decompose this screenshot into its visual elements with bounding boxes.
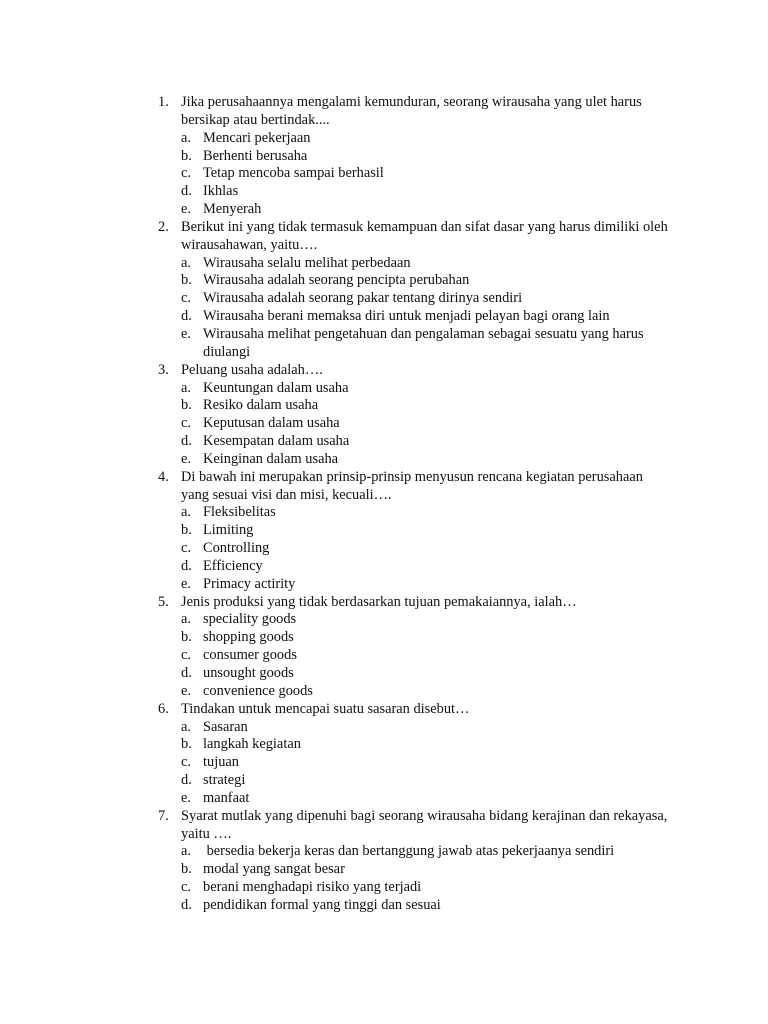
option-6c	[0, 754, 673, 772]
option-text: pendidikan formal yang tinggi dan sesuai	[203, 896, 441, 913]
option-letter: b.	[181, 736, 192, 753]
option-text: Menyerah	[203, 201, 262, 218]
option-3d	[0, 433, 673, 451]
option-text: Resiko dalam usaha	[203, 397, 319, 414]
option-text: Wirausaha berani memaksa diri untuk menjadi pelayan bagi orang lain	[203, 308, 610, 325]
option-6a	[0, 719, 673, 737]
option-text: Wirausaha melihat pengetahuan dan pengalaman sebagai sesuatu yang harus diulangi	[203, 325, 644, 360]
option-2a	[0, 255, 673, 273]
option-text: convenience goods	[203, 682, 313, 699]
option-letter: b.	[181, 629, 192, 646]
option-text: strategi	[203, 772, 246, 789]
option-1a	[0, 130, 673, 148]
option-letter: d.	[181, 433, 192, 450]
option-1e	[0, 201, 673, 219]
option-text: Sasaran	[203, 718, 248, 735]
option-6d	[0, 772, 673, 790]
option-letter: c.	[181, 754, 191, 771]
option-4e	[0, 576, 673, 594]
option-text: Wirausaha adalah seorang pencipta perubahan	[203, 272, 470, 289]
option-4b	[0, 522, 673, 540]
option-text: Controlling	[203, 540, 270, 557]
question-6	[0, 701, 671, 719]
option-4d	[0, 558, 673, 576]
option-6b	[0, 736, 673, 754]
option-letter: d.	[181, 183, 192, 200]
question-list	[0, 94, 768, 915]
question-number: 5.	[158, 593, 169, 610]
option-letter: d.	[181, 308, 192, 325]
question-3	[0, 362, 671, 380]
option-5c	[0, 647, 673, 665]
option-letter: a.	[181, 611, 191, 628]
question-text: Berikut ini yang tidak termasuk kemampuan dan sifat dasar yang harus dimiliki oleh wirausahawan, yaitu….	[181, 218, 668, 253]
option-text: shopping goods	[203, 629, 294, 646]
option-letter: e.	[181, 789, 191, 806]
option-letter: e.	[181, 201, 191, 218]
option-1d	[0, 183, 673, 201]
option-letter: e.	[181, 682, 191, 699]
option-letter: c.	[181, 290, 191, 307]
option-text: modal yang sangat besar	[203, 861, 345, 878]
option-text: Primacy actirity	[203, 575, 296, 592]
option-letter: d.	[181, 896, 192, 913]
question-text: Tindakan untuk mencapai suatu sasaran disebut…	[181, 700, 470, 717]
option-letter: a.	[181, 254, 191, 271]
question-1	[0, 94, 671, 130]
question-number: 4.	[158, 468, 169, 485]
question-number: 7.	[158, 807, 169, 824]
option-5d	[0, 665, 673, 683]
option-5b	[0, 629, 673, 647]
option-letter: c.	[181, 165, 191, 182]
option-3e	[0, 451, 673, 469]
option-text: Ikhlas	[203, 183, 239, 200]
option-letter: b.	[181, 272, 192, 289]
option-letter: d.	[181, 665, 192, 681]
option-letter: b.	[181, 397, 192, 414]
option-text: bersedia bekerja keras dan bertanggung jawab atas pekerjaanya sendiri	[203, 843, 615, 860]
option-5e	[0, 683, 673, 701]
option-text: Berhenti berusaha	[203, 147, 308, 164]
option-3b	[0, 397, 673, 415]
option-text: Wirausaha selalu melihat perbedaan	[203, 254, 411, 271]
option-letter: a.	[181, 129, 191, 146]
option-7b	[0, 861, 673, 879]
option-text: langkah kegiatan	[203, 736, 301, 753]
question-4	[0, 469, 671, 505]
option-7c	[0, 879, 673, 897]
option-text: berani menghadapi risiko yang terjadi	[203, 879, 422, 896]
option-text: Keinginan dalam usaha	[203, 450, 339, 467]
option-text: Efficiency	[203, 557, 263, 574]
option-text: Mencari pekerjaan	[203, 129, 311, 146]
option-letter: e.	[181, 450, 191, 467]
option-4c	[0, 540, 673, 558]
question-number: 6.	[158, 700, 169, 717]
option-4a	[0, 504, 673, 522]
option-letter: b.	[181, 861, 192, 878]
option-3a	[0, 380, 673, 398]
option-letter: b.	[181, 147, 192, 164]
option-letter: e.	[181, 575, 191, 592]
option-letter: d.	[181, 557, 192, 574]
option-letter: c.	[181, 415, 191, 432]
option-letter: a.	[181, 379, 191, 396]
option-7a	[0, 843, 673, 861]
question-2	[0, 219, 671, 255]
question-number: 3.	[158, 361, 169, 378]
option-text: Kesempatan dalam usaha	[203, 433, 350, 450]
option-6e	[0, 790, 673, 808]
option-3c	[0, 415, 673, 433]
option-letter: a.	[181, 843, 191, 860]
question-number: 1.	[158, 94, 169, 110]
option-text: Wirausaha adalah seorang pakar tentang dirinya sendiri	[203, 290, 523, 307]
option-text: speciality goods	[203, 611, 297, 628]
question-text: Jika perusahaannya mengalami kemunduran, seorang wirausaha yang ulet harus bersikap atau bertindak....	[181, 94, 642, 128]
option-letter: c.	[181, 647, 191, 664]
question-text: Peluang usaha adalah….	[181, 361, 323, 378]
option-text: Limiting	[203, 522, 254, 539]
question-text: Jenis produksi yang tidak berdasarkan tujuan pemakaiannya, ialah…	[181, 593, 577, 610]
option-letter: c.	[181, 879, 191, 896]
option-2d	[0, 308, 673, 326]
option-2e	[0, 326, 673, 362]
option-text: Keputusan dalam usaha	[203, 415, 340, 432]
question-7	[0, 808, 671, 844]
option-1c	[0, 165, 673, 183]
question-5	[0, 594, 671, 612]
question-text: Syarat mutlak yang dipenuhi bagi seorang wirausaha bidang kerajinan dan rekayasa, yaitu ….	[181, 807, 668, 842]
option-text: consumer goods	[203, 647, 297, 664]
option-7d	[0, 897, 673, 915]
option-text: unsought goods	[203, 665, 294, 681]
option-letter: d.	[181, 772, 192, 789]
question-number: 2.	[158, 218, 169, 235]
option-5a	[0, 611, 673, 629]
question-text: Di bawah ini merupakan prinsip-prinsip menyusun rencana kegiatan perusahaan yang sesuai visi dan misi, kecuali….	[181, 468, 643, 503]
option-text: Fleksibelitas	[203, 504, 276, 521]
option-letter: a.	[181, 504, 191, 521]
option-letter: e.	[181, 325, 191, 342]
option-2c	[0, 290, 673, 308]
option-1b	[0, 148, 673, 166]
option-text: manfaat	[203, 789, 250, 806]
option-text: Keuntungan dalam usaha	[203, 379, 349, 396]
option-letter: b.	[181, 522, 192, 539]
option-text: Tetap mencoba sampai berhasil	[203, 165, 384, 182]
option-text: tujuan	[203, 754, 239, 771]
option-2b	[0, 272, 673, 290]
option-letter: c.	[181, 540, 191, 557]
option-letter: a.	[181, 718, 191, 735]
